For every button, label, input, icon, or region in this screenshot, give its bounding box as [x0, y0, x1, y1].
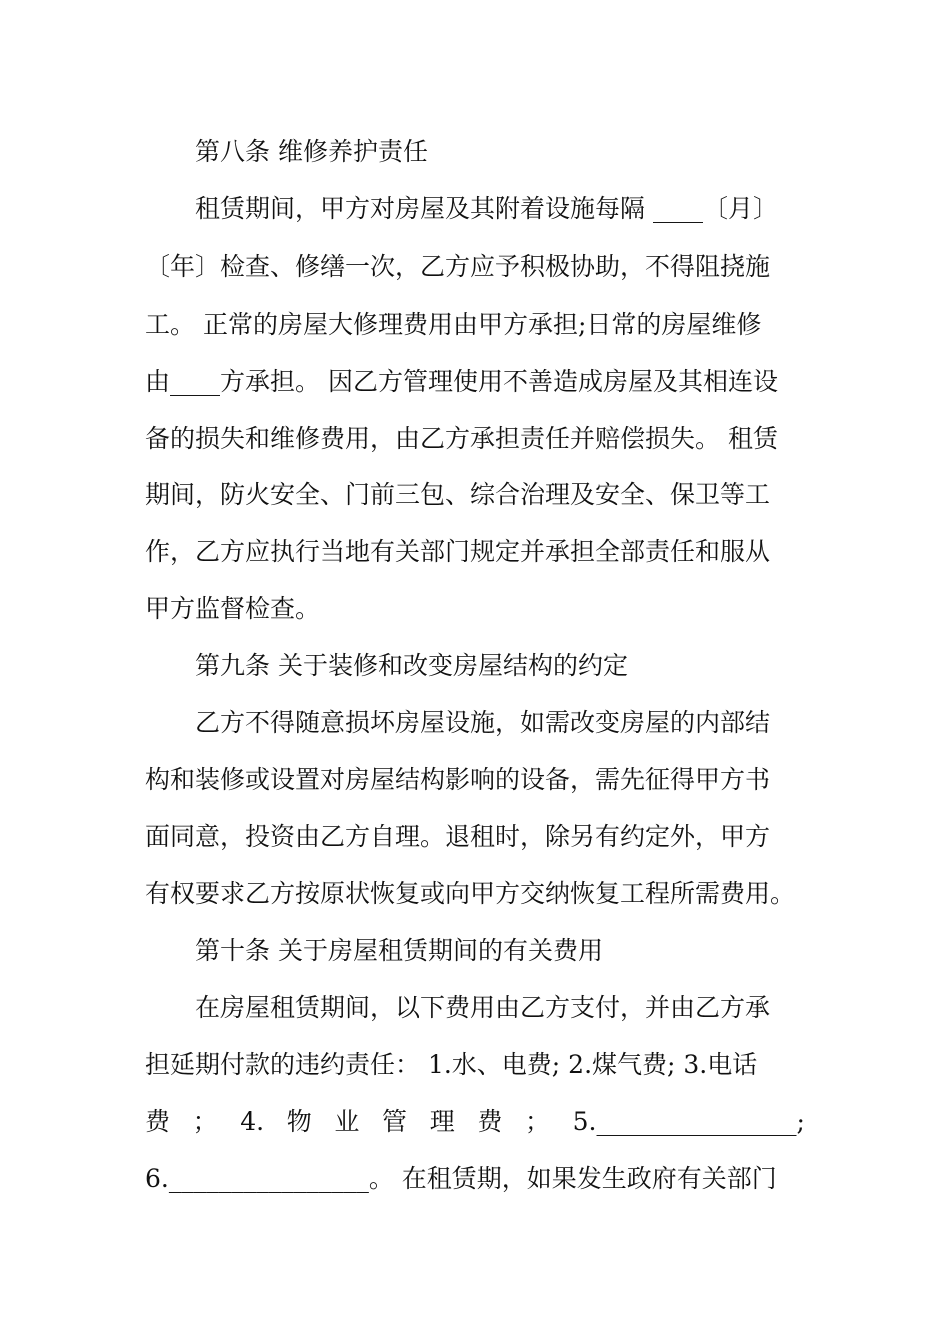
article-8-line-3: 工。 正常的房屋大修理费用由甲方承担;日常的房屋维修 [145, 310, 762, 339]
article-9-line-1: 乙方不得随意损坏房屋设施，如需改变房屋的内部结 [195, 708, 771, 737]
text-segment: 物 [286, 1107, 312, 1136]
article-9-line-4: 有权要求乙方按原状恢复或向甲方交纳恢复工程所需费用。 [145, 879, 796, 908]
article-10-line-2: 担延期付款的违约责任： 1.水、电费; 2.煤气费; 3.电话 [145, 1050, 758, 1079]
article-8-line-4: 由____方承担。 因乙方管理使用不善造成房屋及其相连设 [145, 367, 778, 396]
article-8-line-8: 甲方监督检查。 [145, 594, 321, 623]
article-9-title: 第九条 关于装修和改变房屋结构的约定 [195, 651, 628, 680]
article-8-line-1: 租赁期间，甲方对房屋及其附着设施每隔 ____〔月〕 [195, 194, 778, 223]
article-8-line-5: 备的损失和维修费用，由乙方承担责任并赔偿损失。 租赁 [145, 424, 778, 453]
text-segment: 费 [145, 1107, 171, 1136]
article-9-line-3: 面同意，投资由乙方自理。退租时，除另有约定外，甲方 [145, 822, 771, 851]
text-segment: 业 [334, 1107, 360, 1136]
text-segment: 4. [240, 1107, 265, 1136]
text-segment: 5.________________; [572, 1107, 805, 1136]
text-segment: 管 [382, 1107, 408, 1136]
article-10-line-3 [145, 1102, 805, 1142]
text-segment: ； [192, 1107, 218, 1136]
article-8-title: 第八条 维修养护责任 [195, 137, 428, 166]
article-8-line-2: 〔年〕检查、修缮一次，乙方应予积极协助，不得阻挠施 [145, 252, 771, 281]
article-8-line-6: 期间，防火安全、门前三包、综合治理及安全、保卫等工 [145, 480, 771, 509]
text-segment: 费 [477, 1107, 503, 1136]
text-segment: 理 [429, 1107, 455, 1136]
article-10-line-4: 6.________________。 在租赁期，如果发生政府有关部门 [145, 1164, 777, 1193]
article-10-title: 第十条 关于房屋租赁期间的有关费用 [195, 936, 603, 965]
article-10-line-1: 在房屋租赁期间，以下费用由乙方支付，并由乙方承 [195, 993, 771, 1022]
article-8-line-7: 作，乙方应执行当地有关部门规定并承担全部责任和服从 [145, 537, 771, 566]
text-segment: ； [524, 1107, 550, 1136]
article-9-line-2: 构和装修或设置对房屋结构影响的设备，需先征得甲方书 [145, 765, 771, 794]
